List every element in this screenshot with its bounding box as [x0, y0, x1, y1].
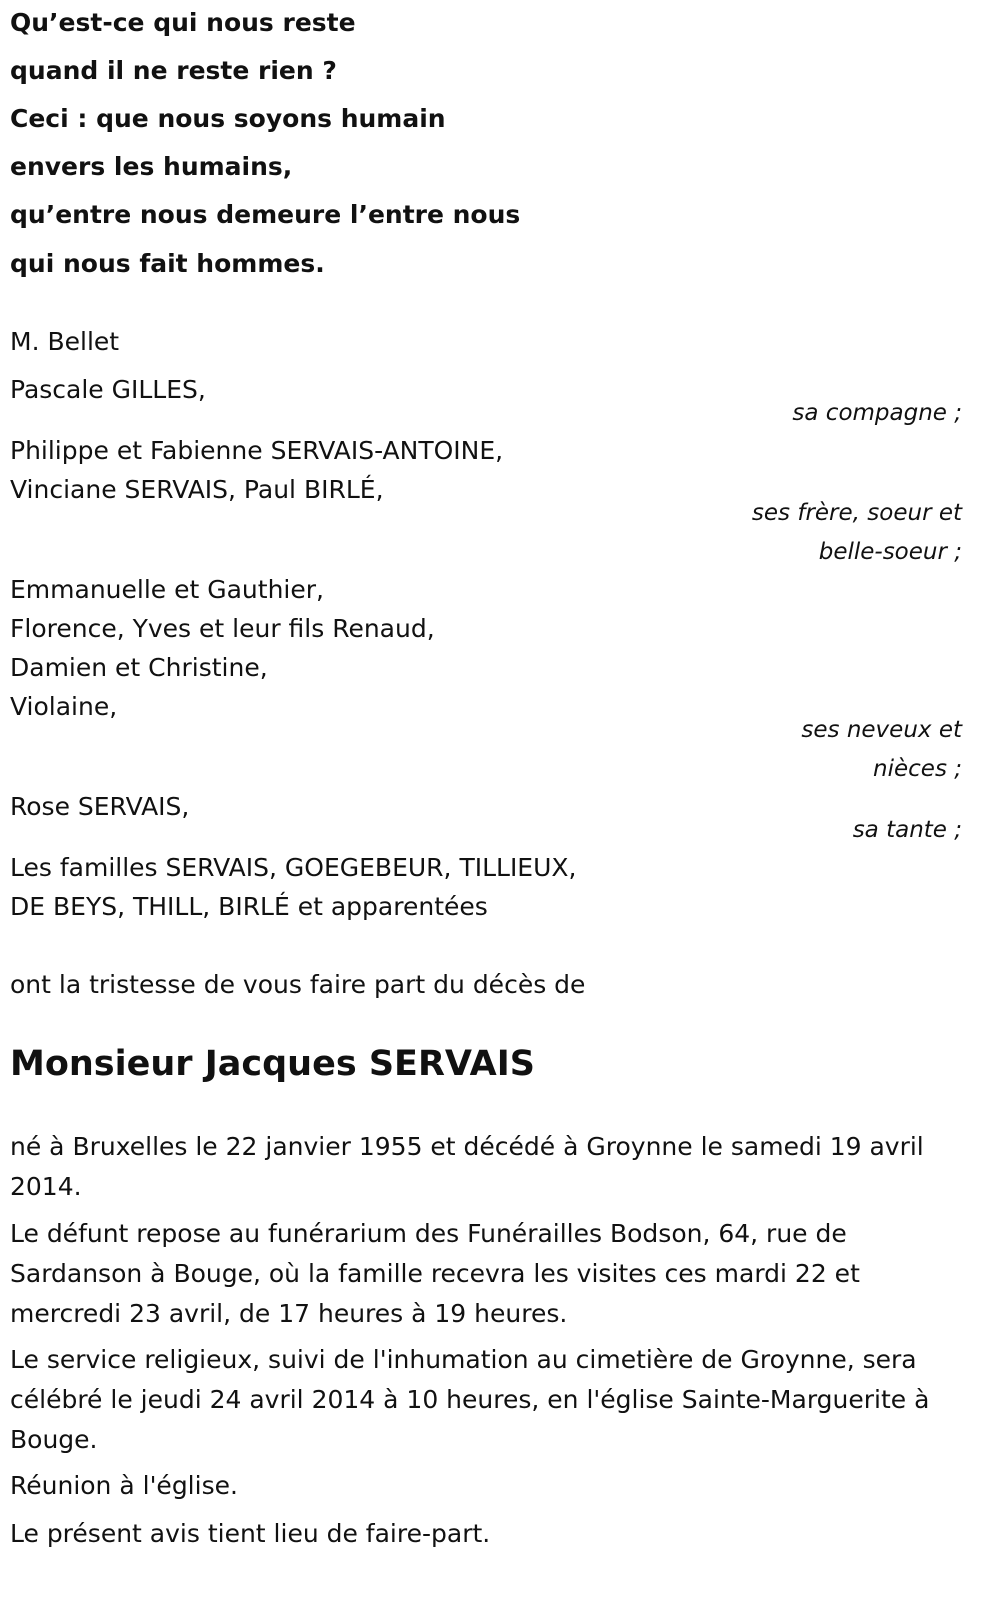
aunt-relation: sa tante ; [852, 817, 962, 843]
service-paragraph: Le service religieux, suivi de l'inhumation au cimetière de Groynne, sera célébré le jeudi 24 avril 2014 à 10 heures, en l'église Sainte-Marguerite à Bouge. [10, 1345, 930, 1454]
nephew-line: Florence, Yves et leur fils Renaud, [10, 614, 435, 643]
poem-line: Qu’est-ce qui nous reste [10, 8, 356, 37]
visitation-paragraph: Le défunt repose au funérarium des Funérailles Bodson, 64, rue de Sardanson à Bouge, où la famille recevra les visites ces mardi 22 et mercredi 23 avril, de 17 heures à 19 heures. [10, 1219, 860, 1328]
poem-line: qui nous fait hommes. [10, 249, 325, 278]
families-line: DE BEYS, THILL, BIRLÉ et apparentées [10, 892, 488, 921]
sibling-line: Philippe et Fabienne SERVAIS-ANTOINE, [10, 436, 504, 465]
partner-name: Pascale GILLES, [10, 375, 206, 404]
nephew-line: Damien et Christine, [10, 653, 268, 682]
siblings-relation: belle-soeur ; [818, 539, 962, 565]
announcement: ont la tristesse de vous faire part du décès de [10, 970, 586, 999]
poem-line: envers les humains, [10, 152, 293, 181]
siblings-relation: ses frère, soeur et [751, 500, 962, 526]
aunt-name: Rose SERVAIS, [10, 792, 190, 821]
poem-line: Ceci : que nous soyons humain [10, 104, 446, 133]
poem-line: quand il ne reste rien ? [10, 56, 337, 85]
sibling-line: Vinciane SERVAIS, Paul BIRLÉ, [10, 475, 384, 504]
nephews-relation: ses neveux et [801, 717, 962, 743]
nephews-relation: nièces ; [873, 756, 962, 782]
partner-relation: sa compagne ; [792, 400, 962, 426]
nephew-line: Emmanuelle et Gauthier, [10, 575, 324, 604]
reunion-paragraph: Réunion à l'église. [10, 1471, 238, 1500]
poem-line: qu’entre nous demeure l’entre nous [10, 200, 521, 229]
notice-paragraph: Le présent avis tient lieu de faire-part. [10, 1519, 491, 1548]
families-line: Les familles SERVAIS, GOEGEBEUR, TILLIEUX, [10, 853, 577, 882]
birth-death-paragraph: né à Bruxelles le 22 janvier 1955 et décédé à Groynne le samedi 19 avril 2014. [10, 1132, 924, 1201]
poem-attribution: M. Bellet [10, 327, 120, 356]
deceased-name: Monsieur Jacques SERVAIS [10, 1044, 535, 1084]
nephew-line: Violaine, [10, 692, 118, 721]
